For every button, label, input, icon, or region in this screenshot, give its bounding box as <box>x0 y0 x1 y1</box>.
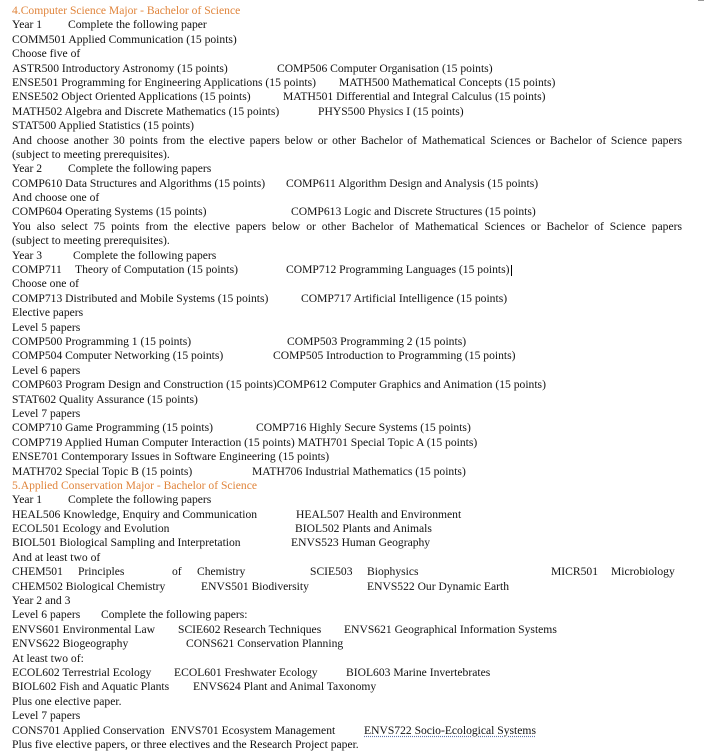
text-plus-five-elective-papers-or-three-elect: Plus five elective papers, or three electives and the Research Project paper. <box>12 737 359 751</box>
document-line <box>12 47 682 61</box>
document-line <box>12 508 682 522</box>
text-subject-to-meeting-prerequisites: (subject to meeting prerequisites). <box>12 234 170 248</box>
text-choose-one-of: Choose one of <box>12 277 79 291</box>
text-math501-differential-and-integral-calcul: MATH501 Differential and Integral Calculus (15 points) <box>283 90 546 104</box>
text-stat602-quality-assurance-15-points: STAT602 Quality Assurance (15 points) <box>12 392 198 406</box>
text-subject-to-meeting-prerequisites: (subject to meeting prerequisites). <box>12 147 170 161</box>
text-year-2-and-3: Year 2 and 3 <box>12 594 71 608</box>
text-phys500-physics-i-15-points: PHYS500 Physics I (15 points) <box>318 104 464 118</box>
text-biol501-biological-sampling-and-interpre: BIOL501 Biological Sampling and Interpretation <box>12 536 241 550</box>
text-comp713-distributed-and-mobile-systems-1: COMP713 Distributed and Mobile Systems (15 points) <box>12 291 269 305</box>
text-ense501-programming-for-engineering-appl: ENSE501 Programming for Engineering Applications (15 points) <box>12 75 316 89</box>
text-comp610-data-structures-and-algorithms-1: COMP610 Data Structures and Algorithms (15 points) <box>12 176 266 190</box>
text-stat500-applied-statistics-15-points: STAT500 Applied Statistics (15 points) <box>12 119 194 133</box>
text-envs501-biodiversity: ENVS501 Biodiversity <box>201 579 309 593</box>
text-ecol501-ecology-and-evolution: ECOL501 Ecology and Evolution <box>12 522 170 536</box>
text-cons621-conservation-planning: CONS621 Conservation Planning <box>186 637 344 651</box>
text-comp716-highly-secure-systems-15-points: COMP716 Highly Secure Systems (15 points) <box>256 421 471 435</box>
document-line <box>12 205 682 219</box>
paragraph-line: And choose another 30 points from the elective papers below or other Bachelor of Mathematical Sciences or Bachelor of Science papers <box>12 133 682 147</box>
text-and-choose-one-of: And choose one of <box>12 191 100 205</box>
text-comp712-programming-languages-15-points: COMP712 Programming Languages (15 points) <box>286 263 510 277</box>
text-year-1: Year 1 <box>12 493 43 507</box>
text-math500-mathematical-concepts-15-points: MATH500 Mathematical Concepts (15 points) <box>339 75 556 89</box>
text-math502-algebra-and-discrete-mathematics: MATH502 Algebra and Discrete Mathematics (15 points) <box>12 104 280 118</box>
text-comp604-operating-systems-15-points: COMP604 Operating Systems (15 points) <box>12 205 207 219</box>
text-chem502-biological-chemistry: CHEM502 Biological Chemistry <box>12 579 166 593</box>
text-complete-the-following-papers: Complete the following papers <box>68 162 212 176</box>
document-line <box>12 724 682 738</box>
text-biol603-marine-invertebrates: BIOL603 Marine Invertebrates <box>346 665 491 679</box>
document-line <box>12 306 682 320</box>
text-comp719-applied-human-computer-interacti: COMP719 Applied Human Computer Interaction (15 points) MATH701 Special Topic A (15 points) <box>12 435 478 449</box>
text-cons701-applied-conservation: CONS701 Applied Conservation <box>12 723 165 737</box>
document-line <box>12 551 682 565</box>
document-line <box>12 565 682 579</box>
document-line <box>12 594 682 608</box>
text-envs523-human-geography: ENVS523 Human Geography <box>291 536 431 550</box>
document-line <box>12 364 682 378</box>
text-comp603-program-design-and-construction-: COMP603 Program Design and Construction (15 points)COMP612 Computer Graphics and Animation (15 points) <box>12 378 546 392</box>
text-comp611-algorithm-design-and-analysis-15: COMP611 Algorithm Design and Analysis (15 points) <box>286 176 539 190</box>
text-ense502-object-oriented-applications-15-: ENSE502 Object Oriented Applications (15 points) <box>12 90 251 104</box>
document-line <box>12 407 682 421</box>
page-corner-mark <box>698 0 704 8</box>
text-principles: Principles <box>78 565 125 579</box>
text-envs722-socio-ecological-systems: ENVS722 Socio-Ecological Systems <box>364 723 536 737</box>
text-astr500-introductory-astronomy-15-points: ASTR500 Introductory Astronomy (15 points) <box>12 61 228 75</box>
text-envs621-geographical-information-systems: ENVS621 Geographical Information Systems <box>344 622 557 636</box>
text-ecol601-freshwater-ecology: ECOL601 Freshwater Ecology <box>174 665 318 679</box>
document-line <box>12 148 682 162</box>
document-line <box>12 522 682 536</box>
document-line <box>12 738 682 752</box>
text-comm501-applied-communication-15-points: COMM501 Applied Communication (15 points) <box>12 32 237 46</box>
document-line <box>12 105 682 119</box>
document-line <box>12 436 682 450</box>
text-level-5-papers: Level 5 papers <box>12 320 81 334</box>
text-cursor <box>511 265 512 276</box>
document-line <box>12 349 682 363</box>
section-heading: 5.Applied Conservation Major - Bachelor of Science <box>12 478 258 492</box>
text-comp717-artificial-intelligence-15-point: COMP717 Artificial Intelligence (15 points) <box>301 291 508 305</box>
document-line <box>12 493 682 507</box>
document-line <box>12 335 682 349</box>
document-line <box>12 378 682 392</box>
text-biol502-plants-and-animals: BIOL502 Plants and Animals <box>295 522 432 536</box>
document-line <box>12 162 682 176</box>
document-line <box>12 18 682 32</box>
text-level-7-papers: Level 7 papers <box>12 709 81 723</box>
text-level-7-papers: Level 7 papers <box>12 406 81 420</box>
document-line <box>12 76 682 90</box>
document-line <box>12 695 682 709</box>
document-line <box>12 263 682 277</box>
document-line <box>12 465 682 479</box>
document-line <box>12 709 682 723</box>
text-complete-the-following-paper: Complete the following paper <box>68 18 207 32</box>
document-line <box>12 191 682 205</box>
text-chem501: CHEM501 <box>12 565 63 579</box>
text-year-1: Year 1 <box>12 18 43 32</box>
text-envs622-biogeography: ENVS622 Biogeography <box>12 637 129 651</box>
text-of: of <box>172 565 182 579</box>
document-line <box>12 234 682 248</box>
text-complete-the-following-papers: Complete the following papers: <box>101 608 248 622</box>
text-level-6-papers: Level 6 papers <box>12 363 81 377</box>
text-scie503: SCIE503 <box>310 565 353 579</box>
text-level-6-papers: Level 6 papers <box>12 608 81 622</box>
text-complete-the-following-papers: Complete the following papers <box>68 493 212 507</box>
text-math702-special-topic-b-15-points: MATH702 Special Topic B (15 points) <box>12 464 193 478</box>
document-line <box>12 90 682 104</box>
document-line <box>12 421 682 435</box>
text-comp506-computer-organisation-15-points: COMP506 Computer Organisation (15 points) <box>277 61 493 75</box>
text-choose-five-of: Choose five of <box>12 47 81 61</box>
text-elective-papers: Elective papers <box>12 306 84 320</box>
text-comp711: COMP711 <box>12 263 62 277</box>
document-line <box>12 536 682 550</box>
text-ecol602-terrestrial-ecology: ECOL602 Terrestrial Ecology <box>12 665 152 679</box>
section-heading: 4.Computer Science Major - Bachelor of Science <box>12 4 241 17</box>
document-line <box>12 608 682 622</box>
text-chemistry: Chemistry <box>197 565 246 579</box>
text-heal506-knowledge-enquiry-and-communicat: HEAL506 Knowledge, Enquiry and Communication <box>12 507 258 521</box>
text-complete-the-following-papers: Complete the following papers <box>73 248 217 262</box>
text-biol602-fish-and-aquatic-plants: BIOL602 Fish and Aquatic Plants <box>12 680 170 694</box>
text-math706-industrial-mathematics-15-points: MATH706 Industrial Mathematics (15 points) <box>252 464 466 478</box>
text-ense701-contemporary-issues-in-software-: ENSE701 Contemporary Issues in Software Engineering (15 points) <box>12 450 330 464</box>
text-comp503-programming-2-15-points: COMP503 Programming 2 (15 points) <box>287 334 467 348</box>
document-line <box>12 277 682 291</box>
document-line <box>12 450 682 464</box>
text-micr501: MICR501 <box>551 565 599 579</box>
document-line <box>12 680 682 694</box>
text-comp613-logic-and-discrete-structures-15: COMP613 Logic and Discrete Structures (15 points) <box>291 205 536 219</box>
document-line <box>12 623 682 637</box>
text-heal507-health-and-environment: HEAL507 Health and Environment <box>296 507 462 521</box>
text-biophysics: Biophysics <box>367 565 419 579</box>
document-line <box>12 249 682 263</box>
text-plus-one-elective-paper: Plus one elective paper. <box>12 694 122 708</box>
document-line <box>12 666 682 680</box>
document-line <box>12 393 682 407</box>
text-envs601-environmental-law: ENVS601 Environmental Law <box>12 622 155 636</box>
document-line <box>12 62 682 76</box>
paragraph-line: You also select 75 points from the elective papers below or other Bachelor of Mathematical Sciences or Bachelor of Science papers <box>12 219 682 233</box>
text-at-least-two-of: At least two of: <box>12 651 84 665</box>
text-comp710-game-programming-15-points: COMP710 Game Programming (15 points) <box>12 421 213 435</box>
document-line <box>12 33 682 47</box>
document-page <box>12 4 682 752</box>
text-scie602-research-techniques: SCIE602 Research Techniques <box>178 622 322 636</box>
text-and-at-least-two-of: And at least two of <box>12 550 101 564</box>
document-line <box>12 637 682 651</box>
text-comp504-computer-networking-15-points: COMP504 Computer Networking (15 points) <box>12 349 224 363</box>
text-envs701-ecosystem-management: ENVS701 Ecosystem Management <box>171 723 336 737</box>
text-microbiology: Microbiology <box>611 565 675 579</box>
text-comp500-programming-1-15-points: COMP500 Programming 1 (15 points) <box>12 334 192 348</box>
text-theory-of-computation-15-points: Theory of Computation (15 points) <box>75 263 238 277</box>
text-envs624-plant-and-animal-taxonomy: ENVS624 Plant and Animal Taxonomy <box>193 680 377 694</box>
document-line <box>12 292 682 306</box>
text-comp505-introduction-to-programming-15-p: COMP505 Introduction to Programming (15 points) <box>273 349 516 363</box>
document-line <box>12 177 682 191</box>
text-year-2: Year 2 <box>12 162 43 176</box>
text-envs522-our-dynamic-earth: ENVS522 Our Dynamic Earth <box>367 579 509 593</box>
text-year-3: Year 3 <box>12 248 43 262</box>
document-line <box>12 580 682 594</box>
document-line <box>12 652 682 666</box>
document-line <box>12 119 682 133</box>
document-line <box>12 321 682 335</box>
